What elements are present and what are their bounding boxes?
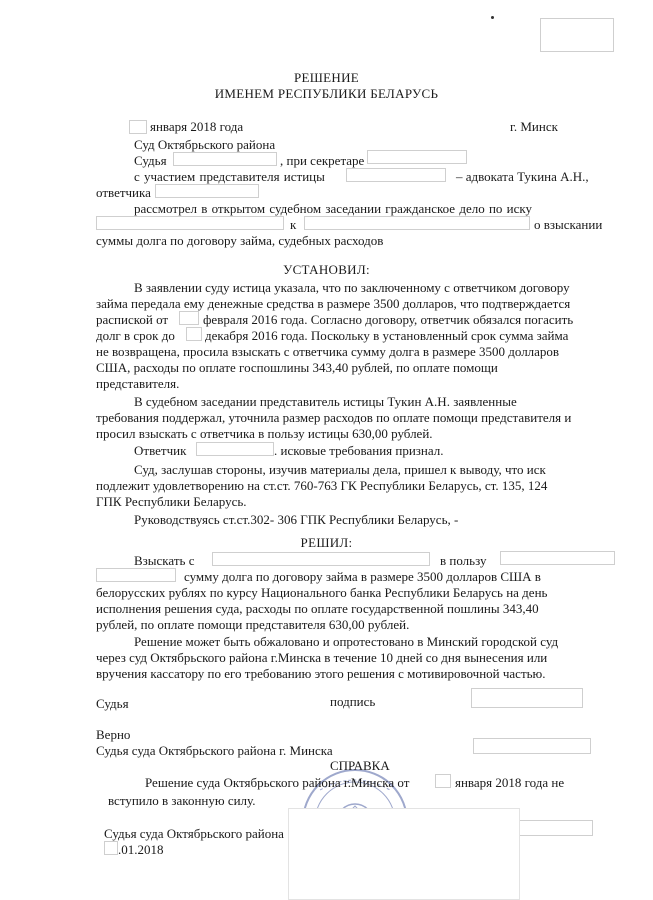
redacted-collect-from [212,552,430,566]
redacted-note-day [435,774,451,788]
correct-label: Верно [96,727,131,742]
page-title: РЕШЕНИЕ [293,70,360,85]
established-line-8: В судебном заседании представитель истицы Тукин А.Н. заявленные [134,394,517,409]
top-right-box [540,18,614,52]
about-label: о взыскании [534,217,603,232]
certificate-label: СПРАВКА [330,758,390,773]
decided-line-3: белорусских рублях по курсу Национального банка Республики Беларусь на день [96,585,548,600]
judge-label: Судья [134,153,167,168]
note-line-2: вступило в законную силу. [108,793,256,808]
redacted-judge-court-name [473,738,591,754]
signature-label: подпись [330,694,376,709]
judge-court-label: Судья суда Октябрьского района г. Минска [96,743,333,758]
page-subtitle: ИМЕНЕМ РЕСПУБЛИКИ БЕЛАРУСЬ [214,86,439,101]
redacted-day [129,120,147,134]
redacted-debt-day [186,327,202,341]
established-line-5: не возвращена, просила взыскать с ответчика сумму долга в размере 3500 долларов [96,344,560,359]
receipt-label: распиской от [96,312,169,327]
established-line-3: февраля 2016 года. Согласно договору, ответчик обязался погасить [203,312,574,327]
established-line-7: представителя. [96,376,180,391]
case-subject: суммы долга по договору займа, судебных расходов [96,233,384,248]
established-line-6: США, расходы по оплате госпошлины 343,40 рублей, по оплате помощи [96,360,498,375]
established-line-15: Руководствуясь ст.ст.302- 306 ГПК Республики Беларусь, - [134,512,459,527]
judge-court-label-2: Судья суда Октябрьского района [104,826,284,841]
established-heading: УСТАНОВИЛ: [283,262,370,277]
note-line-1: Решение суда Октябрьского района г.Минска от [145,775,410,790]
redacted-final-day [104,841,118,855]
established-line-1: В заявлении суду истица указала, что по заключенному с ответчиком договору [134,280,570,295]
established-line-10: просил взыскать с ответчика в пользу истицы 630,00 рублей. [96,426,433,441]
redacted-defendant [304,216,530,230]
court-name: Суд Октябрьского района [134,137,276,152]
redacted-judge-name [173,152,277,166]
secretary-label: , при секретаре [280,153,365,168]
appeal-line-2: через суд Октябрьского района г.Минска в течение 10 дней со дня вынесения или [96,650,548,665]
defendant-label: ответчика [96,185,151,200]
redacted-plaintiff [96,216,284,230]
appeal-line-3: вручения кассатору по его требованию этого решения с мотивировочной частью. [96,666,546,681]
decided-heading: РЕШИЛ: [300,535,353,550]
decided-line-4: исполнения решения суда, расходы по оплате государственной пошлины 343,40 [96,601,539,616]
decision-date: января 2018 года [150,119,244,134]
participation-label: с участием представителя истицы [134,169,325,184]
redacted-plaintiff-rep [346,168,446,182]
favor-label: в пользу [440,553,487,568]
defendant-admit-label: Ответчик [134,443,187,458]
corner-mark [491,16,494,19]
redacted-stamp-area [288,808,520,900]
judge-sign-label: Судья [96,696,129,711]
redacted-defendant-admit [196,442,274,456]
final-date: .01.2018 [118,842,164,857]
redacted-receipt-day [179,311,199,325]
established-line-4: декабря 2016 года. Поскольку в установленный срок сумма займа [205,328,569,343]
collect-label: Взыскать с [134,553,195,568]
note-line-1b: января 2018 года не [455,775,565,790]
considered-text: рассмотрел в открытом судебном заседании гражданское дело по иску [134,201,533,216]
decided-line-5: рублей, по оплате помощи представителя 630,00 рублей. [96,617,410,632]
redacted-favor-of [500,551,615,565]
decision-city: г. Минск [510,119,558,134]
established-line-11: . исковые требования признал. [274,443,444,458]
redacted-favor-of-2 [96,568,176,582]
advocate-label: – адвоката Тукина А.Н., [456,169,589,184]
appeal-line-1: Решение может быть обжаловано и опротестовано в Минский городской суд [134,634,559,649]
redacted-defendant-name [155,184,259,198]
established-line-9: требования поддержал, уточнила размер расходов по оплате помощи представителя и [96,410,572,425]
debt-label: долг в срок до [96,328,175,343]
established-line-12: Суд, заслушав стороны, изучив материалы дела, пришел к выводу, что иск [134,462,546,477]
decided-line-2: сумму долга по договору займа в размере 3500 долларов США в [184,569,541,584]
redacted-secretary-name [367,150,467,164]
redacted-judge-sign-name [471,688,583,708]
established-line-2: займа передала ему денежные средства в размере 3500 долларов, что подтверждается [96,296,571,311]
redacted-judge-court-name-2 [517,820,593,836]
established-line-14: ГПК Республики Беларусь. [96,494,247,509]
established-line-13: подлежит удовлетворению на ст.ст. 760-763 ГК Республики Беларусь, ст. 135, 124 [96,478,548,493]
k-label: к [290,217,297,232]
